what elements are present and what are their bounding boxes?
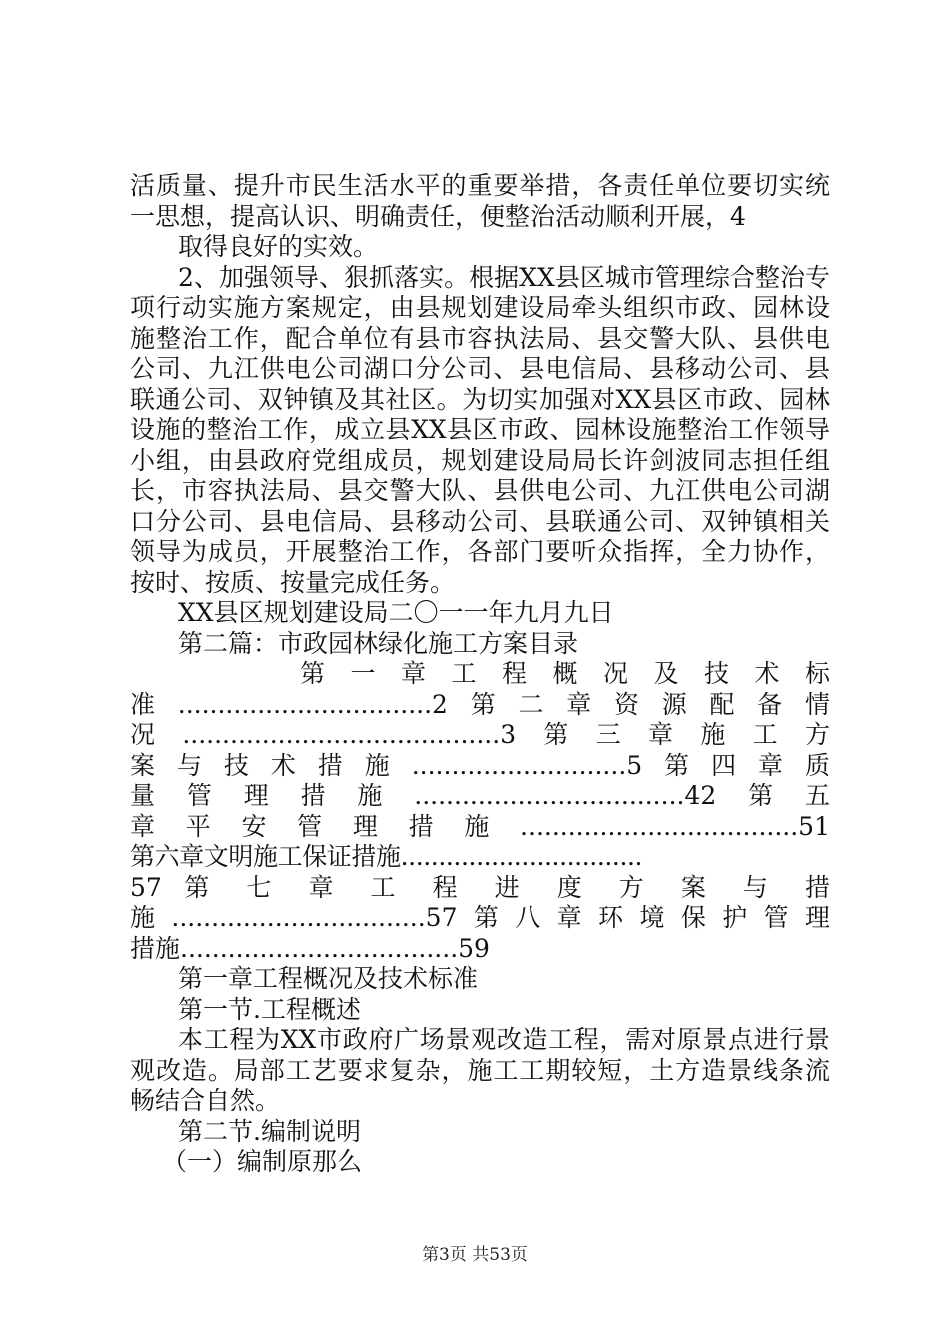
toc-line-8: 57 第 七 章 工 程 进 度 方 案 与 措 bbox=[130, 872, 830, 902]
text-line-3: 取得良好的实效。 bbox=[178, 232, 379, 261]
toc-line-4: 案与技术措施...........................5第四章质 bbox=[130, 750, 830, 780]
text-line-5: 项行动实施方案规定，由县规划建设局牵头组织市政、园林设 bbox=[130, 293, 830, 322]
text-line-6: 施整治工作，配合单位有县市容执法局、县交警大队、县供电 bbox=[130, 323, 830, 353]
page-footer: 第3页 共53页 bbox=[422, 1245, 528, 1265]
toc-line-3: 况........................................3第三章施工方 bbox=[130, 720, 830, 749]
text-line-body-1: 本工程为XX市政府广场景观改造工程，需对原景点进行景 bbox=[178, 1025, 830, 1054]
toc-line-5: 量管理措施..................................42第五 bbox=[130, 781, 830, 810]
section-heading-2: 第二节.编制说明 bbox=[178, 1116, 361, 1146]
text-line-11: 长，市容执法局、县交警大队、县供电公司、九江供电公司湖 bbox=[130, 476, 830, 505]
section-title-part-two: 第二篇：市政园林绿化施工方案目录 bbox=[178, 628, 579, 658]
text-line-body-2: 观改造。局部工艺要求复杂，施工工期较短，土方造景线条流 bbox=[130, 1055, 830, 1085]
toc-line-10: 措施...................................59 bbox=[130, 933, 490, 963]
text-line-2: 一思想，提高认识、明确责任，便整治活动顺利开展，4 bbox=[130, 201, 746, 231]
text-line-12: 口分公司、县电信局、县移动公司、县联通公司、双钟镇相关 bbox=[130, 506, 830, 536]
text-line-8: 联通公司、双钟镇及其社区。为切实加强对XX县区市政、园林 bbox=[130, 384, 830, 414]
subsection-heading-1: （一）编制原那么 bbox=[162, 1147, 363, 1176]
toc-line-6: 章平安管理措施...................................51 bbox=[130, 811, 830, 841]
text-line-7: 公司、九江供电公司湖口分公司、县电信局、县移动公司、县 bbox=[130, 354, 830, 383]
toc-line-9: 施................................57第八章环境保护管理 bbox=[130, 903, 830, 932]
chapter-heading-1: 第一章工程概况及技术标准 bbox=[178, 964, 479, 993]
text-line-14: 按时、按质、按量完成任务。 bbox=[130, 567, 456, 597]
text-line-9: 设施的整治工作，成立县XX县区市政、园林设施整治工作领导 bbox=[130, 415, 830, 444]
text-line-4: 2、加强领导、狠抓落实。根据XX县区城市管理综合整治专 bbox=[178, 262, 830, 292]
text-line-1: 活质量、提升市民生活水平的重要举措，各责任单位要切实统 bbox=[130, 171, 830, 200]
text-line-body-3: 畅结合自然。 bbox=[130, 1086, 281, 1115]
section-heading-1: 第一节.工程概述 bbox=[178, 994, 361, 1024]
toc-line-7: 第六章文明施工保证措施................................ bbox=[130, 842, 643, 871]
signature-line: XX县区规划建设局二〇一一年九月九日 bbox=[178, 598, 614, 627]
toc-line-1: 第 一 章 工 程 概 况 及 技 术 标 bbox=[300, 659, 830, 688]
text-line-13: 领导为成员，开展整治工作，各部门要听众指挥，全力协作， bbox=[130, 537, 830, 566]
text-line-10: 小组，由县政府党组成员，规划建设局局长许剑波同志担任组 bbox=[130, 445, 830, 475]
toc-line-2: 准................................2第二章资源配备情 bbox=[130, 689, 830, 719]
